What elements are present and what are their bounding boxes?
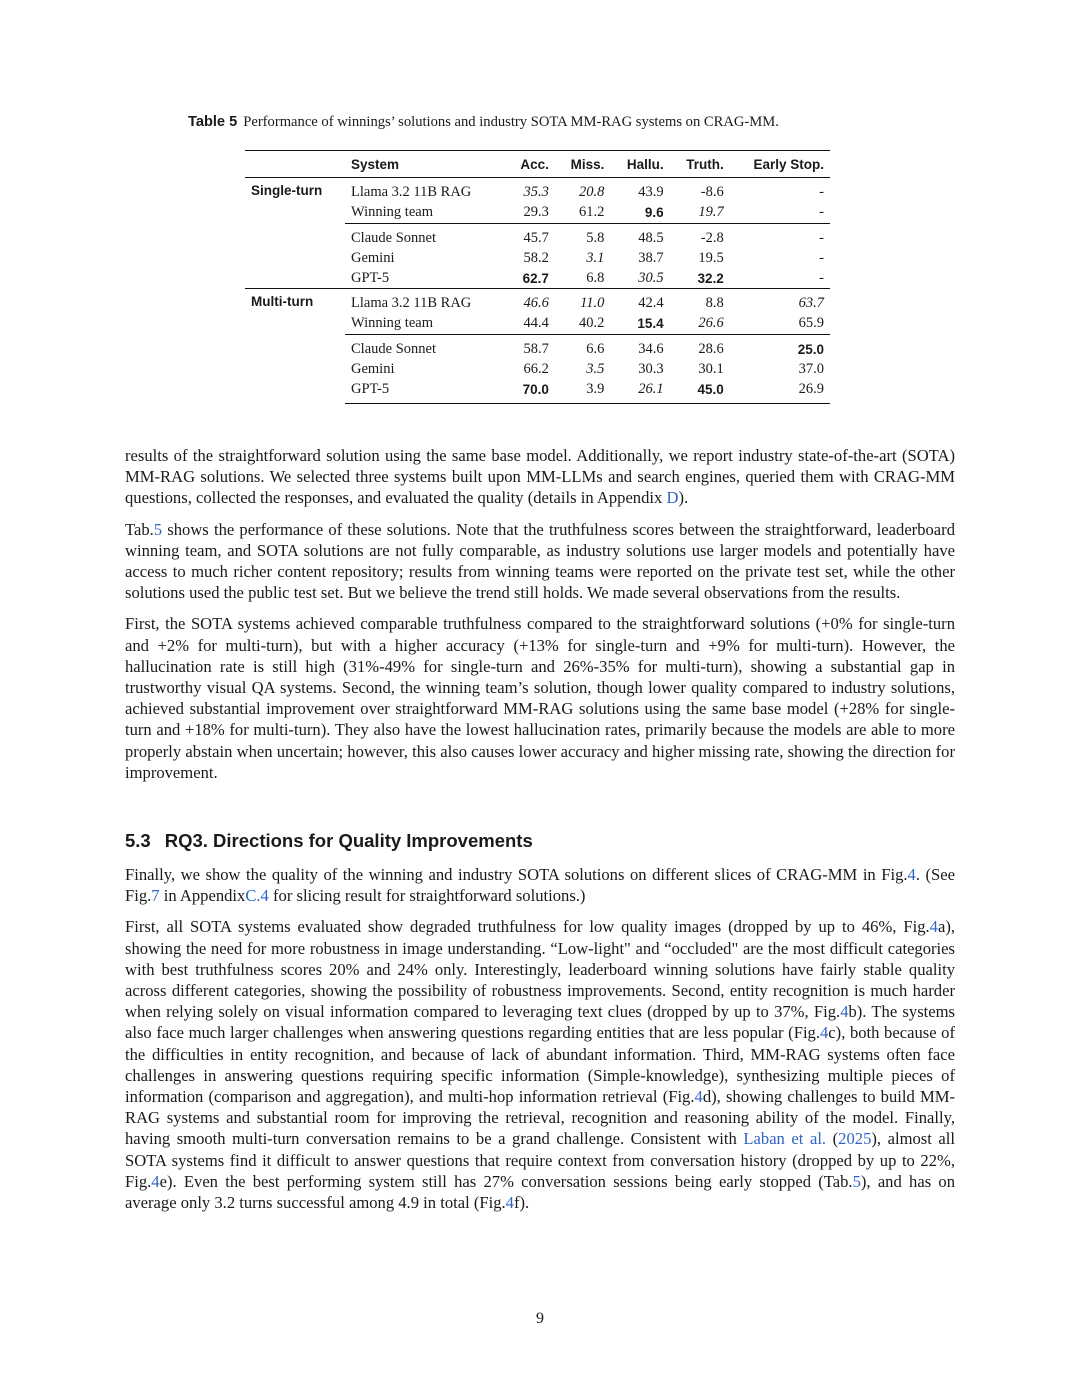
acc-cell: 70.0	[506, 379, 555, 403]
miss-cell: 6.6	[555, 334, 611, 359]
miss-cell: 3.5	[586, 360, 605, 377]
paragraph-text: results of the straightforward solution using the same base model. Additionally, we report industry state-of-the-art (SOTA) MM-RAG solutions. We selected three systems built upon MM-LLMs and search engines, queried them with CRAG-MM questions, collected the responses, and evaluated the quality (details in Appendix	[125, 446, 955, 508]
body-upper	[125, 445, 955, 793]
acc-cell: 58.7	[506, 334, 555, 359]
miss-cell: 3.1	[586, 249, 605, 266]
early-stop-cell: -	[819, 249, 824, 266]
hallu-cell: 38.7	[638, 249, 664, 266]
citation-year-link[interactable]: 2025	[838, 1129, 872, 1149]
header-system: System	[345, 151, 506, 178]
acc-cell: 46.6	[506, 288, 555, 313]
paragraph-text: in Appendix	[159, 886, 246, 906]
header-truth: Truth.	[670, 151, 730, 178]
header-acc: Acc.	[506, 151, 555, 178]
paragraph-text: d), showing challenges to build MM-RAG systems and substantial room for improving the retrieval, recognition and reasoning ability of the model. Finally, having smooth multi-turn conversation remains to be a grand challenge. Consistent with	[125, 1087, 955, 1149]
miss-cell: 5.8	[555, 223, 611, 248]
paragraph-text: ), almost all SOTA systems find it difficult to answer questions that require context from conversation history (dropped by up to 22%, Fig.	[125, 1129, 955, 1191]
paragraph-text: Tab.	[125, 519, 154, 539]
truth-cell: -8.6	[700, 184, 724, 201]
paragraph-text: c), both because of the difficulties in entity recognition, and because of lack of abundant information. Third, MM-RAG systems often face challenges in answering questions requiring specific information (Simple-knowledge), synthesizing multiple pieces of information (comparison and aggregation), and multi-hop information retrieval (Fig.	[125, 1023, 955, 1107]
truth-cell: 19.7	[698, 204, 724, 221]
acc-cell: 35.3	[523, 184, 549, 201]
acc-cell: 45.7	[506, 223, 555, 248]
paragraph	[125, 613, 955, 783]
early-stop-cell: -	[819, 184, 824, 201]
system-cell: Llama 3.2 11B RAG	[345, 288, 506, 313]
truth-cell: 28.6	[670, 334, 730, 359]
acc-cell: 44.4	[523, 315, 549, 332]
section-label: Multi-turn	[245, 288, 345, 403]
section-heading	[125, 830, 533, 852]
header-early-stop: Early Stop.	[730, 151, 830, 178]
system-cell: GPT-5	[351, 269, 390, 286]
figure-link[interactable]: 4	[840, 1002, 849, 1022]
hallu-cell: 43.9	[638, 184, 664, 201]
miss-cell: 11.0	[555, 288, 611, 313]
figure-link[interactable]: 4	[907, 865, 916, 884]
early-stop-cell: 63.7	[730, 288, 830, 313]
system-cell: Claude Sonnet	[345, 223, 506, 248]
system-cell: Claude Sonnet	[345, 334, 506, 359]
paragraph-text: . (See Fig.	[125, 865, 955, 906]
section-label: Single-turn	[251, 183, 323, 198]
paragraph-text: a), showing the need for more robustness in image understanding. “Low-light" and “occluded" are the most difficult categories with best truthfulness scores 20% and 24% only. Interestingly, leaderboard winning solutions have fairly stable quality across different categories, showing the possibility of robustness improvements. Second, entity recognition is much harder when relying solely on visual information compared to leveraging text clues (dropped by up to 37%, Fig.	[125, 917, 955, 1022]
table-row	[245, 288, 830, 313]
paragraph	[125, 916, 955, 1213]
paragraph-text: First, the SOTA systems achieved comparable truthfulness compared to the straightforward solutions (+0% for single-turn and +2% for multi-turn), but with a higher accuracy (+13% for single-turn and +9% for multi-turn). However, the hallucination rate is still high (31%-49% for single-turn and 26%-35% for multi-turn), showing a substantial gap in trustworthy visual QA systems. Second, the winning team’s solution, though lower quality compared to industry solutions, achieved substantial improvement over straightforward MM-RAG solutions using the same base model (+28% for single-turn and +18% for multi-turn). They also have the lowest hallucination rates, primarily because the models are able to more properly abstain when uncertain; however, this also causes lower accuracy and higher missing rate, showing the direction for improvement.	[125, 614, 955, 782]
header-hallu: Hallu.	[610, 151, 669, 178]
system-cell: Llama 3.2 11B RAG	[351, 184, 472, 201]
figure-link[interactable]: 4	[694, 1087, 703, 1107]
miss-cell: 6.8	[586, 269, 605, 286]
system-cell: Winning team	[351, 315, 433, 332]
truth-cell: 8.8	[670, 288, 730, 313]
table-label: Table 5	[188, 114, 238, 130]
early-stop-cell: 26.9	[730, 379, 830, 403]
table-5-link[interactable]: 5	[153, 519, 163, 539]
paragraph	[125, 519, 955, 604]
figure-link[interactable]: 4	[505, 1193, 514, 1213]
table-caption-text: Performance of winnings’ solutions and industry SOTA MM-RAG systems on CRAG-MM.	[243, 114, 779, 130]
hallu-cell: 30.5	[638, 269, 664, 286]
early-stop-cell: 37.0	[798, 360, 824, 377]
system-cell: Winning team	[351, 204, 433, 221]
hallu-cell: 42.4	[610, 288, 669, 313]
hallu-cell: 48.5	[610, 223, 669, 248]
paragraph-text: e). Even the best performing system still has 27% conversation sessions being early stopped (Tab.	[159, 1171, 853, 1191]
hallu-cell: 15.4	[637, 316, 664, 332]
truth-cell: 26.6	[698, 315, 724, 332]
paragraph-text: shows the performance of these solutions. Note that the truthfulness scores between the straightforward, leaderboard winning team, and SOTA solutions are not fully comparable, as industry solutions use larger models and potentially have access to much richer content repository; results from winning teams were reported on the private test set, while the other solutions used the public test set. But we believe the trend still holds. We made several observations from the results.	[125, 519, 955, 603]
miss-cell: 20.8	[579, 184, 605, 201]
acc-cell: 66.2	[523, 360, 549, 377]
section-number: 5.3	[125, 830, 151, 851]
hallu-cell: 34.6	[610, 334, 669, 359]
paragraph	[125, 864, 955, 906]
miss-cell: 3.9	[555, 379, 611, 403]
figure-link[interactable]: 4	[929, 917, 938, 937]
table-link[interactable]: 5	[852, 1171, 861, 1191]
section-title: RQ3. Directions for Quality Improvements	[164, 830, 533, 851]
truth-cell: 45.0	[670, 379, 730, 403]
system-cell: Gemini	[351, 249, 395, 266]
paragraph-text: f).	[513, 1193, 530, 1213]
truth-cell: 32.2	[697, 270, 724, 286]
table-caption	[188, 112, 928, 132]
figure-link[interactable]: 4	[820, 1023, 829, 1043]
paragraph-text: (	[826, 1129, 839, 1149]
acc-cell: 29.3	[523, 204, 549, 221]
figure-link[interactable]: 7	[151, 886, 160, 906]
system-cell: GPT-5	[345, 379, 506, 403]
paragraph-text: Finally, we show the quality of the winning and industry SOTA solutions on different slices of CRAG-MM in Fig.	[125, 865, 908, 884]
acc-cell: 58.2	[523, 249, 549, 266]
hallu-cell: 26.1	[610, 379, 669, 403]
paragraph	[125, 445, 955, 509]
paragraph-text: First, all SOTA systems evaluated show degraded truthfulness for low quality images (dropped by up to 46%, Fig.	[125, 917, 930, 937]
citation-link[interactable]: Laban et al.	[743, 1129, 827, 1149]
truth-cell: -2.8	[670, 223, 730, 248]
table-header-row	[245, 151, 830, 178]
early-stop-cell: -	[730, 223, 830, 248]
truth-cell: 19.5	[698, 249, 724, 266]
results-table	[245, 150, 830, 404]
hallu-cell: 9.6	[644, 205, 664, 221]
miss-cell: 61.2	[579, 204, 605, 221]
early-stop-cell: 25.0	[730, 334, 830, 359]
hallu-cell: 30.3	[638, 360, 664, 377]
body-lower	[125, 864, 955, 1223]
paragraph-text: for slicing result for straightforward solutions.)	[268, 886, 586, 906]
acc-cell: 62.7	[522, 270, 549, 286]
paragraph-text: ).	[678, 488, 689, 508]
paragraph-text: ), and has on average only 3.2 turns successful among 4.9 in total (Fig.	[125, 1171, 955, 1213]
miss-cell: 40.2	[579, 315, 605, 332]
header-miss: Miss.	[555, 151, 611, 178]
system-cell: Gemini	[351, 360, 395, 377]
table-row	[245, 178, 830, 203]
appendix-d-link[interactable]: D	[666, 488, 679, 508]
figure-link[interactable]: 4	[151, 1171, 160, 1191]
early-stop-cell: 65.9	[798, 315, 824, 332]
paragraph-text: b). The systems also face much larger challenges when answering questions regarding entities that are less popular (Fig.	[125, 1002, 955, 1043]
page-number: 9	[536, 1310, 544, 1327]
early-stop-cell: -	[819, 269, 824, 286]
header-empty	[245, 151, 345, 178]
appendix-link[interactable]: C.4	[245, 886, 269, 906]
truth-cell: 30.1	[698, 360, 724, 377]
early-stop-cell: -	[819, 204, 824, 221]
